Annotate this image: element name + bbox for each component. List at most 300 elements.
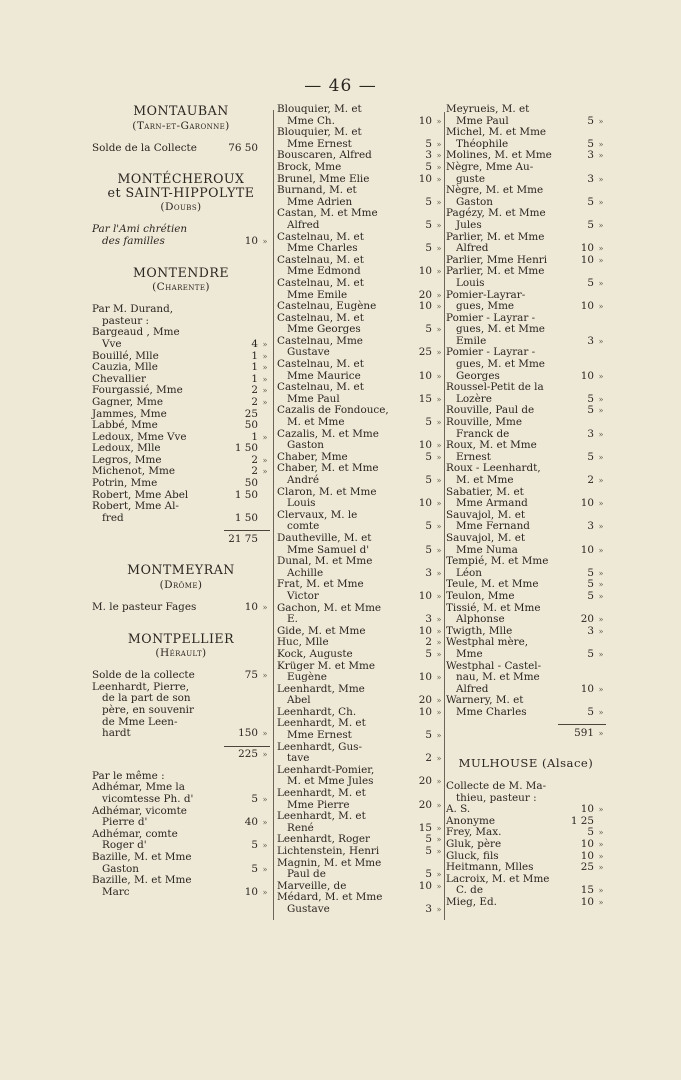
entry-lines — [446, 510, 606, 533]
amount-mark: » — [598, 886, 604, 896]
total-rule — [224, 746, 270, 747]
list-item — [277, 661, 444, 684]
entry-amount: 5 — [251, 862, 258, 875]
entry-lines — [446, 591, 606, 603]
entry-text: Sauvajol, M. et — [446, 508, 526, 521]
entry-lines — [446, 556, 606, 579]
entry-text: Pomier - Layrar - — [446, 311, 536, 324]
entry-text: Krüger M. et Mme — [277, 659, 376, 672]
entry-text: Pomier-Layrar- — [446, 288, 526, 301]
amount-mark: » — [598, 851, 604, 861]
entry-text: Mme Edmond — [287, 265, 361, 278]
amount-mark: » — [598, 394, 604, 404]
entry-text: Gide, M. et Mme — [277, 624, 366, 637]
entry-amount: 10 — [580, 849, 594, 862]
list-item — [277, 232, 444, 255]
amount-mark: » — [262, 236, 268, 246]
entry-text: Roux - Leenhardt, — [446, 462, 541, 475]
entry-text: Magnin, M. et Mme — [277, 856, 382, 869]
entry-text: Castelnau, Eugène — [277, 300, 377, 313]
entry-text: Roussel-Petit de la — [446, 381, 544, 394]
column-divider — [273, 110, 274, 920]
amount-mark: » — [598, 336, 604, 346]
entry-text: Mme — [456, 647, 483, 660]
entry-text: Solde de la Collecte — [92, 141, 197, 154]
entry-text: René — [287, 821, 314, 834]
amount-mark: » — [598, 728, 604, 738]
entry-text: Mme Ernest — [287, 729, 352, 742]
amount-mark: » — [436, 626, 442, 636]
entry-lines — [92, 852, 270, 875]
entry-amount: 1 — [251, 361, 258, 374]
amount-mark: » — [262, 363, 268, 373]
amount-mark: » — [436, 591, 442, 601]
entry-text: Bazille, M. et Mme — [92, 874, 192, 887]
entry-text: Par M. Durand, — [92, 303, 174, 316]
entry-text: Michel, M. et Mme — [446, 126, 547, 139]
list-item — [446, 556, 606, 579]
entry-lines — [446, 313, 606, 348]
entry-amount: 5 — [251, 792, 258, 805]
entry-text: Claron, M. et Mme — [277, 485, 377, 498]
entry-amount: 20 — [418, 775, 432, 788]
list-item — [446, 382, 606, 405]
list-item — [92, 478, 270, 490]
page-number: — 46 — — [304, 76, 377, 96]
entry-amount: 75 — [244, 669, 258, 682]
column-middle — [277, 104, 444, 916]
entry-text: Castelnau, M. et — [277, 276, 364, 289]
entry-text: Achille — [287, 566, 324, 579]
entry-text: Lozère — [456, 392, 492, 405]
entry-lines — [92, 602, 270, 614]
list-item — [446, 510, 606, 533]
amount-mark: » — [436, 348, 442, 358]
amount-mark: » — [436, 649, 442, 659]
entry-text: Léon — [456, 566, 482, 579]
amount-mark: » — [262, 397, 268, 407]
entry-text: Gagner, Mme — [92, 395, 164, 408]
entry-text: Leenhardt, Roger — [277, 833, 371, 846]
entry-lines — [446, 417, 606, 440]
entry-amount: 3 — [425, 566, 432, 579]
list-item — [277, 104, 444, 127]
entry-text: Abel — [287, 694, 311, 707]
amount-mark: » — [598, 197, 604, 207]
entry-amount: 50 — [244, 419, 258, 432]
amount-mark: » — [436, 394, 442, 404]
entry-text: Nègre, Mme Au- — [446, 160, 534, 173]
list-item — [277, 429, 444, 452]
entry-lines — [446, 127, 606, 150]
entry-text: Castelnau, M. et — [277, 311, 364, 324]
entry-amount: 1 — [251, 372, 258, 385]
entry-lines — [446, 208, 606, 231]
list-item — [446, 417, 606, 440]
entry-amount: 5 — [587, 137, 594, 150]
entry-text: Jules — [456, 218, 482, 231]
list-item — [277, 892, 444, 915]
entry-text: Jammes, Mme — [92, 407, 167, 420]
entry-amount: 2 — [251, 453, 258, 466]
amount-mark: » — [436, 151, 442, 161]
entry-amount: 5 — [425, 729, 432, 742]
amount-mark: » — [262, 374, 268, 384]
entry-text: comte — [287, 520, 320, 533]
list-item — [92, 875, 270, 898]
entry-text: Bouscaren, Alfred — [277, 149, 372, 162]
section-subheading: (Doubs) — [160, 201, 202, 214]
entry-text: Louis — [287, 497, 316, 510]
entry-text: Gaston — [102, 862, 139, 875]
entry-text: Mme Fernand — [456, 520, 530, 533]
entry-text: Gaston — [456, 195, 493, 208]
entry-amount: 5 — [425, 242, 432, 255]
list-item — [446, 266, 606, 289]
amount-mark: » — [598, 626, 604, 636]
entry-lines — [277, 510, 444, 533]
list-item — [446, 127, 606, 150]
amount-mark: » — [436, 881, 442, 891]
entry-text: Médard, M. et Mme — [277, 891, 383, 904]
list-item — [92, 602, 270, 614]
list-item — [446, 104, 606, 127]
list-item — [277, 162, 444, 174]
entry-lines — [277, 892, 444, 915]
list-item — [277, 603, 444, 626]
section-heading: MONTPELLIER — [127, 630, 235, 646]
entry-text: Bargeaud , Mme — [92, 326, 180, 339]
list-item — [92, 143, 270, 155]
entry-text: Alfred — [456, 682, 489, 695]
amount-mark: » — [436, 441, 442, 451]
entry-amount: 10 — [580, 543, 594, 556]
entry-text: Parlier, M. et Mme — [446, 265, 545, 278]
entry-text: Mme Emile — [287, 288, 348, 301]
section-heading-line2: et SAINT-HIPPOLYTE — [107, 184, 255, 200]
entry-amount: 10 — [418, 705, 432, 718]
entry-text: Pomier - Layrar - — [446, 346, 536, 359]
entry-amount: 10 — [418, 439, 432, 452]
entry-amount: 5 — [425, 160, 432, 173]
list-item — [277, 405, 444, 428]
amount-mark: » — [262, 386, 268, 396]
entry-text: pasteur : — [102, 314, 149, 327]
entry-text: Pierre d' — [102, 816, 148, 829]
entry-amount: 15 — [580, 884, 594, 897]
entry-text: Castelnau, M. et — [277, 381, 364, 394]
entry-amount: 10 — [418, 589, 432, 602]
entry-lines — [446, 695, 606, 718]
entry-text: des familles — [102, 234, 165, 247]
section-heading: MONTMEYRAN — [127, 562, 235, 578]
entry-text: Mme Ch. — [287, 114, 335, 127]
entry-amount: 76 50 — [228, 141, 258, 154]
list-item — [277, 487, 444, 510]
entry-amount: 3 — [587, 172, 594, 185]
list-item — [92, 224, 270, 247]
list-item — [92, 682, 270, 740]
entry-amount: 5 — [425, 195, 432, 208]
amount-mark: » — [598, 499, 604, 509]
entry-lines — [446, 382, 606, 405]
entry-text: Gustave — [287, 902, 330, 915]
entry-lines — [277, 858, 444, 881]
entry-text: vicomtesse Ph. d' — [102, 792, 194, 805]
entry-text: Bouillé, Mlle — [92, 349, 159, 362]
amount-mark: » — [436, 290, 442, 300]
entry-amount: 5 — [587, 195, 594, 208]
amount-mark: » — [436, 302, 442, 312]
entry-amount: 50 — [244, 477, 258, 490]
entry-amount: 2 — [251, 384, 258, 397]
list-item — [446, 603, 606, 626]
section-subheading: (Drôme) — [159, 579, 203, 592]
entry-text: Emile — [456, 334, 487, 347]
entry-text: Adhémar, vicomte — [92, 804, 187, 817]
entry-text: Collecte de M. Ma- — [446, 780, 547, 793]
entry-text: Sauvajol, M. et — [446, 531, 526, 544]
list-item — [446, 463, 606, 486]
amount-mark: » — [262, 339, 268, 349]
entry-text: Bazille, M. et Mme — [92, 850, 192, 863]
entry-amount: 10 — [418, 300, 432, 313]
entry-amount: 10 — [244, 601, 258, 614]
section-heading: MULHOUSE (Alsace) — [458, 756, 594, 771]
entry-amount: 5 — [425, 833, 432, 846]
amount-mark: » — [598, 220, 604, 230]
entry-amount: 10 — [244, 234, 258, 247]
entry-amount: 1 — [251, 430, 258, 443]
list-item — [277, 127, 444, 150]
list-item — [446, 232, 606, 255]
entry-lines — [277, 603, 444, 626]
column-right — [446, 104, 606, 909]
amount-mark: » — [436, 754, 442, 764]
list-item — [277, 278, 444, 301]
amount-mark: » — [598, 591, 604, 601]
list-item — [446, 208, 606, 231]
entry-amount: 5 — [587, 566, 594, 579]
list-item — [92, 501, 270, 524]
entry-text: gues, M. et Mme — [456, 358, 545, 371]
amount-mark: » — [436, 162, 442, 172]
entry-text: Victor — [287, 589, 319, 602]
list-item — [446, 897, 606, 909]
entry-amount: 20 — [418, 694, 432, 707]
entry-lines — [277, 742, 444, 765]
entry-lines — [92, 829, 270, 852]
entry-amount: 10 — [418, 497, 432, 510]
entry-text: de Mme Leen- — [102, 715, 178, 728]
amount-mark: » — [598, 278, 604, 288]
amount-mark: » — [262, 351, 268, 361]
entry-text: Mme Charles — [287, 242, 358, 255]
entry-text: Sabatier, M. et — [446, 485, 524, 498]
entry-amount: 150 — [238, 727, 258, 740]
entry-amount: 10 — [580, 369, 594, 382]
entry-amount: 3 — [587, 624, 594, 637]
entry-amount: 40 — [244, 816, 258, 829]
entry-text: Alfred — [456, 242, 489, 255]
entry-amount: 5 — [425, 845, 432, 857]
entry-amount: 10 — [418, 671, 432, 684]
entry-amount: 2 — [251, 395, 258, 408]
entry-text: Mme Armand — [456, 497, 528, 510]
list-item — [446, 839, 606, 851]
amount-mark: » — [436, 452, 442, 462]
entry-amount: 1 25 — [570, 814, 594, 827]
entry-text: M. et Mme — [456, 474, 514, 486]
entry-lines — [92, 875, 270, 898]
entry-amount: 10 — [580, 838, 594, 851]
amount-mark: » — [436, 615, 442, 625]
entry-lines — [92, 327, 270, 350]
entry-amount: 10 — [580, 300, 594, 313]
entry-lines — [277, 846, 444, 858]
entry-amount: 10 — [418, 172, 432, 185]
amount-mark: » — [436, 244, 442, 254]
entry-text: guste — [456, 172, 486, 185]
entry-text: Franck de — [456, 427, 510, 440]
list-item — [277, 463, 444, 486]
entry-amount: 3 — [587, 149, 594, 162]
entry-amount: 2 — [251, 465, 258, 478]
section-heading: MONTENDRE — [132, 264, 230, 280]
entry-lines — [92, 362, 270, 374]
entry-amount: 10 — [244, 885, 258, 898]
entry-text: Paul de — [287, 868, 326, 881]
list-item — [446, 487, 606, 510]
entry-text: Eugène — [287, 671, 327, 684]
amount-mark: » — [262, 864, 268, 874]
entry-text: fred — [102, 511, 124, 524]
list-item — [277, 313, 444, 336]
entry-text: Huc, Mlle — [277, 636, 329, 649]
entry-lines — [446, 781, 606, 804]
list-item — [92, 829, 270, 852]
entry-amount: 5 — [587, 450, 594, 463]
entry-amount: 5 — [425, 416, 432, 429]
list-item — [92, 397, 270, 409]
entry-amount: 5 — [425, 450, 432, 463]
entry-amount: 5 — [587, 647, 594, 660]
entry-text: M. et Mme Jules — [287, 775, 374, 788]
amount-mark: » — [598, 580, 604, 590]
entry-lines — [277, 718, 444, 741]
section-heading: MONTÉCHEROUX — [117, 171, 245, 187]
entry-text: Clervaux, M. le — [277, 508, 358, 521]
amount-mark: » — [262, 729, 268, 739]
list-item — [277, 382, 444, 405]
entry-text: Par l'Ami chrétien — [92, 223, 188, 236]
amount-mark: » — [436, 371, 442, 381]
entry-amount: 10 — [580, 253, 594, 266]
entry-amount: 5 — [251, 839, 258, 852]
amount-mark: » — [262, 467, 268, 477]
entry-lines — [277, 556, 444, 579]
amount-mark: » — [436, 197, 442, 207]
amount-mark: » — [436, 476, 442, 485]
entry-text: Mme Pierre — [287, 798, 350, 811]
entry-amount: 3 — [425, 613, 432, 626]
amount-mark: » — [598, 707, 604, 717]
total-rule — [558, 724, 606, 725]
list-item — [446, 440, 606, 463]
amount-mark: » — [436, 696, 442, 706]
amount-mark: » — [436, 267, 442, 277]
entry-text: Fourgassié, Mme — [92, 384, 183, 397]
list-item — [277, 858, 444, 881]
entry-lines — [277, 533, 444, 556]
entry-amount: 1 50 — [234, 511, 258, 524]
amount-mark: » — [262, 841, 268, 851]
amount-mark: » — [262, 671, 268, 681]
entry-text: Westphal - Castel- — [446, 659, 542, 672]
amount-mark: » — [598, 476, 604, 485]
entry-lines — [92, 420, 270, 432]
entry-amount: 3 — [587, 334, 594, 347]
amount-mark: » — [436, 800, 442, 810]
amount-mark: » — [436, 325, 442, 335]
amount-mark: » — [436, 220, 442, 230]
list-item — [446, 874, 606, 897]
list-item — [277, 742, 444, 765]
entry-amount: 5 — [587, 589, 594, 602]
entry-text: Dautheville, M. et — [277, 531, 372, 544]
list-item — [277, 301, 444, 313]
entry-text: Nègre, M. et Mme — [446, 184, 544, 197]
amount-mark: » — [436, 835, 442, 845]
entry-amount: 10 — [418, 114, 432, 127]
entry-text: Mme Samuel d' — [287, 543, 370, 556]
amount-mark: » — [598, 139, 604, 149]
amount-mark: » — [436, 673, 442, 683]
entry-text: M. le pasteur Fages — [92, 601, 197, 614]
entry-lines — [446, 162, 606, 185]
entry-amount: 5 — [587, 276, 594, 289]
section-subheading: (Tarn-et-Garonne) — [132, 119, 230, 132]
entry-text: E. — [287, 613, 298, 626]
entry-text: A. S. — [446, 803, 471, 816]
entry-lines — [92, 224, 270, 247]
entry-text: Robert, Mme Al- — [92, 500, 179, 513]
list-item — [446, 162, 606, 185]
entry-amount: 10 — [418, 879, 432, 892]
entry-text: Tissié, M. et Mme — [446, 601, 541, 614]
list-item — [446, 637, 606, 660]
entry-amount: 25 — [580, 861, 594, 874]
entry-text: Brunel, Mme Elie — [277, 172, 370, 185]
entry-text: Roger d' — [102, 839, 147, 852]
total-rule — [224, 530, 270, 531]
entry-amount: 5 — [587, 404, 594, 417]
amount-mark: » — [262, 794, 268, 804]
entry-text: Par le même : — [92, 769, 165, 782]
entry-lines — [277, 127, 444, 150]
amount-mark: » — [436, 707, 442, 717]
amount-mark: » — [598, 684, 604, 694]
entry-text: Warnery, M. et — [446, 694, 524, 707]
section-total — [446, 727, 606, 739]
list-item — [277, 185, 444, 208]
list-item — [92, 782, 270, 805]
entry-amount: 5 — [425, 474, 432, 486]
amount-mark: » — [436, 638, 442, 648]
entry-text: Teule, M. et Mme — [446, 578, 539, 591]
amount-mark: » — [598, 429, 604, 439]
entry-text: Molines, M. et Mme — [446, 149, 552, 162]
